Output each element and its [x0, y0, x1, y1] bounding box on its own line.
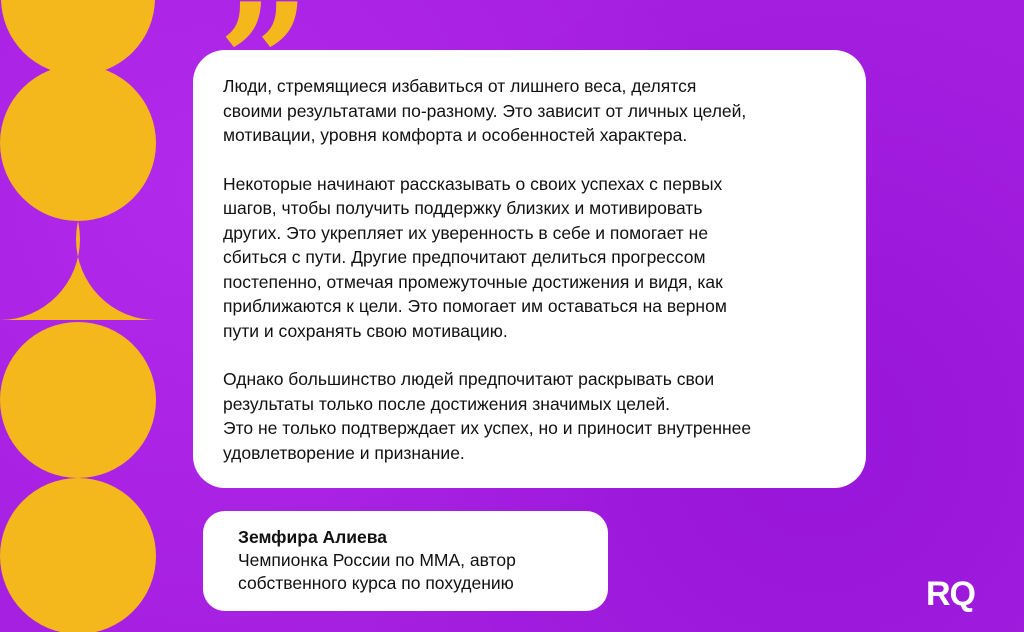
author-description: Чемпионка России по ММА, автор собственного курса по похудению [238, 550, 516, 593]
author-card [203, 511, 608, 611]
decor-circle-top [1, 0, 155, 75]
decor-circle-low [0, 322, 156, 478]
rq-logo: RQ [926, 575, 975, 613]
decorative-shapes [0, 0, 160, 632]
decor-circle-bottom [0, 478, 156, 632]
quote-paragraph-2: Некоторые начинают рассказывать о своих успехах с первых шагов, чтобы получить поддержку близких и мотивировать других. Это укрепляет их уверенность в себе и помогает не сбиться с пути. Другие предпочитают делиться прогрессом постепенно, отмечая промежуточные достижения и видя, как приближаются к цели. Это помогает им оставаться на верном пути и сохранять свою мотивацию. [223, 173, 727, 341]
quote-paragraph-1: Люди, стремящиеся избавиться от лишнего веса, делятся своими результатами по-разному. Это зависит от личных целей, мотивации, уровня комфорта и особенностей характера. [223, 76, 747, 145]
author-name: Земфира Алиева [238, 527, 388, 547]
quote-paragraph-3: Однако большинство людей предпочитают раскрывать свои результаты только после достижения значимых целей. Это не только подтверждает их успех, но и приносит внутреннее удовлетворение и признание. [223, 369, 752, 463]
quote-card [193, 50, 866, 488]
